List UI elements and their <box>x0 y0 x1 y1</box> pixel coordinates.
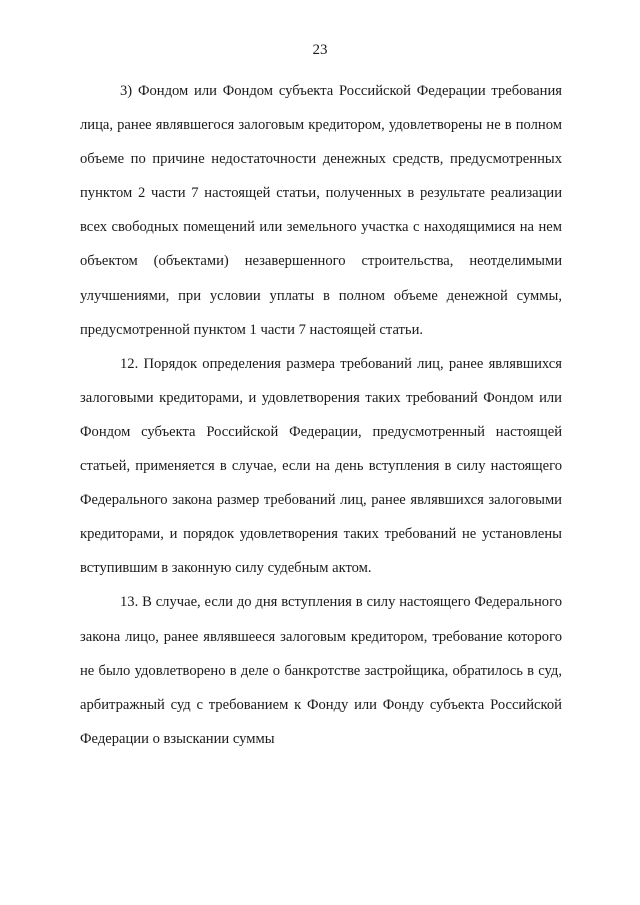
paragraph-section-12: 12. Порядок определения размера требований лиц, ранее являвшихся залоговыми кредиторами, и удовлетворения таких требований Фондом или Фондом субъекта Российской Федерации, предусмотренный настоящей статьей, применяется в случае, если на день вступления в силу настоящего Федерального закона размер требований лиц, ранее являвшихся залоговыми кредиторами, и порядок удовлетворения таких требований не установлены вступившим в законную силу судебным актом. <box>80 355 562 577</box>
page-number: 23 <box>312 42 328 58</box>
paragraph-section-13: 13. В случае, если до дня вступления в силу настоящего Федерального закона лицо, ранее являвшееся залоговым кредитором, требование которого не было удовлетворено в деле о банкротстве застройщика, обратилось в суд, арбитражный суд с требованием к Фонду или Фонду субъекта Российской Федерации о взыскании суммы <box>80 594 562 747</box>
paragraph-item-3: 3) Фондом или Фондом субъекта Российской Федерации требования лица, ранее являвшегося залоговым кредитором, удовлетворены не в полном объеме по причине недостаточности денежных средств, предусмотренных пунктом 2 части 7 настоящей статьи, полученных в результате реализации всех свободных помещений или земельного участка с находящимися на нем объектом (объектами) незавершенного строительства, неотделимыми улучшениями, при условии уплаты в полном объеме денежной суммы, предусмотренной пунктом 1 части 7 настоящей статьи. <box>80 83 562 338</box>
document-body <box>80 74 562 756</box>
